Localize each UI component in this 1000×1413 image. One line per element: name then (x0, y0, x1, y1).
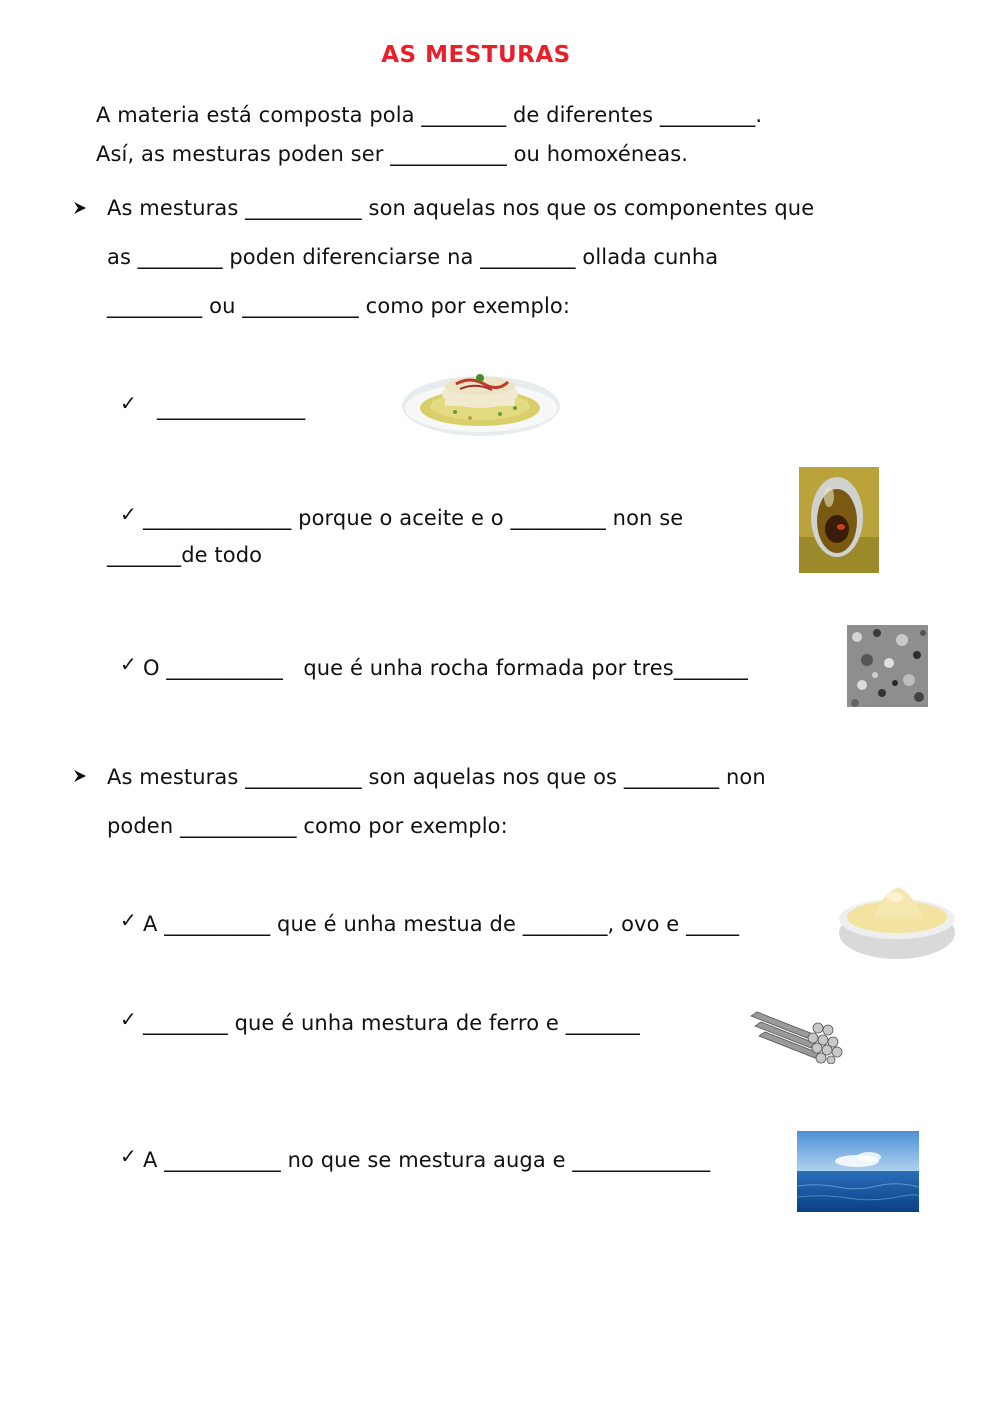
checkmark-icon: ✓ (120, 652, 137, 676)
oil-spoon-image (799, 467, 879, 573)
arrow-bullet-icon (73, 769, 87, 783)
example-2-line-1: ______________ porque o aceite e o _________ non se (143, 506, 684, 530)
salad-dish-image (400, 362, 562, 440)
checkmark-icon: ✓ (120, 391, 137, 415)
example-1-blank: ______________ (157, 396, 306, 420)
section2-line-1: As mesturas ___________ son aquelas nos que os _________ non (107, 765, 766, 789)
example-3-line-1: O ___________ que é unha rocha formada por tres_______ (143, 656, 749, 680)
granite-rock-image (847, 625, 928, 707)
checkmark-icon: ✓ (120, 1007, 137, 1031)
section1-line-2: as ________ poden diferenciarse na _________ ollada cunha (107, 245, 719, 269)
example-2-line-2: _______de todo (107, 543, 263, 567)
example-6-line-1: A ___________ no que se mestura auga e _____________ (143, 1148, 711, 1172)
example-5-line-1: ________ que é unha mestura de ferro e _______ (143, 1011, 640, 1035)
steel-bars-image (747, 1008, 843, 1064)
section2-line-2: poden ___________ como por exemplo: (107, 814, 508, 838)
checkmark-icon: ✓ (120, 908, 137, 932)
sea-image (797, 1131, 919, 1212)
intro-line-2: Así, as mesturas poden ser ___________ ou homoxéneas. (96, 142, 689, 166)
checkmark-icon: ✓ (120, 1144, 137, 1168)
section1-line-3: _________ ou ___________ como por exemplo: (107, 294, 571, 318)
checkmark-icon: ✓ (120, 502, 137, 526)
mayonnaise-bowl-image (835, 875, 960, 963)
intro-line-1: A materia está composta pola ________ de diferentes _________. (96, 103, 763, 127)
example-4-line-1: A __________ que é unha mestua de ________, ovo e _____ (143, 912, 740, 936)
page-title: AS MESTURAS (381, 42, 571, 68)
section1-line-1: As mesturas ___________ son aquelas nos que os componentes que (107, 196, 815, 220)
arrow-bullet-icon (73, 201, 87, 215)
